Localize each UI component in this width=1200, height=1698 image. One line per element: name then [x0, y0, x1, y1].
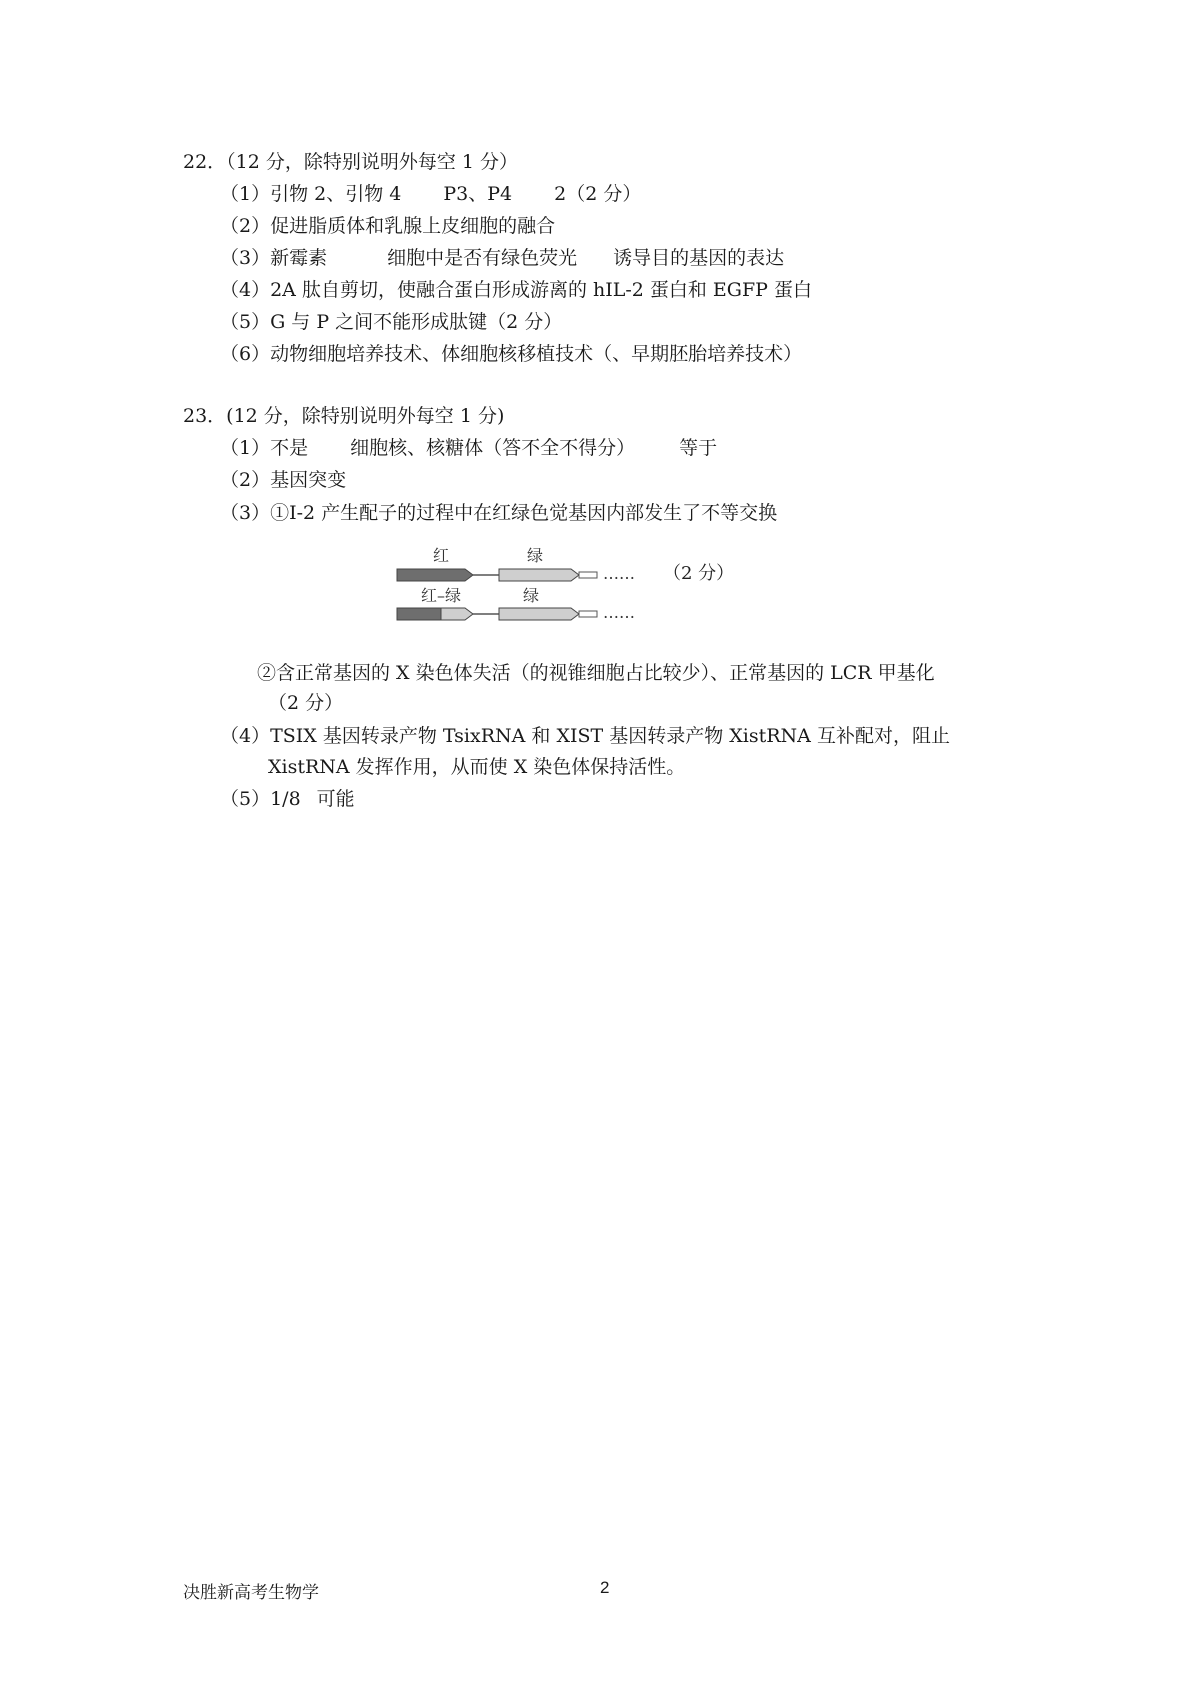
diagram-label-red: 红 — [433, 546, 450, 565]
answer-part: 2（2 分） — [554, 183, 642, 205]
q22-answer-2 — [220, 213, 555, 239]
red-gene-arrow — [397, 569, 473, 581]
answer-number: （5） — [220, 788, 271, 810]
answer-number: （1） — [220, 183, 271, 205]
diagram-label-green-2: 绿 — [523, 586, 540, 605]
q23-answer-4 — [220, 723, 950, 749]
answer-number: （6） — [220, 343, 271, 365]
page-number: 2 — [600, 1578, 610, 1597]
answer-text: 动物细胞培养技术、体细胞核移植技术（、早期胚胎培养技术） — [270, 343, 803, 365]
diagram-label-red-green: 红–绿 — [421, 586, 462, 605]
answer-part: 等于 — [679, 437, 718, 459]
answer-part: 细胞中是否有绿色荧光 — [387, 247, 578, 269]
answer-text: （2 分） — [268, 692, 344, 714]
answer-text: XistRNA 发挥作用，从而使 X 染色体保持活性。 — [268, 756, 686, 778]
answer-part: P3、P4 — [443, 183, 513, 205]
hybrid-gene-red-part — [397, 608, 441, 620]
answer-number: （1） — [220, 437, 271, 459]
q23-answer-1 — [220, 435, 717, 461]
answer-part: 1/8 — [270, 788, 301, 810]
hybrid-gene-green-part — [441, 608, 473, 620]
q22-header-text: 22．（12 分，除特别说明外每空 1 分） — [183, 151, 519, 173]
answer-number: （5） — [220, 311, 271, 333]
answer-part: 新霉素 — [270, 247, 328, 269]
answer-part: 细胞核、核糖体（答不全不得分） — [350, 437, 636, 459]
chromosome-tail — [579, 611, 597, 617]
answer-text: TSIX 基因转录产物 TsixRNA 和 XIST 基因转录产物 XistRNA 互补配对，阻止 — [270, 725, 950, 747]
diagram-dots-2: …… — [603, 603, 635, 622]
q22-answer-1 — [220, 181, 641, 207]
q23-answer-2 — [220, 467, 346, 493]
answer-number: （4） — [220, 279, 271, 301]
answer-text: 2A 肽自剪切，使融合蛋白形成游离的 hIL-2 蛋白和 EGFP 蛋白 — [270, 279, 812, 301]
q23-answer-4-cont — [268, 754, 685, 780]
q23-header-text: 23．(12 分，除特别说明外每空 1 分) — [183, 405, 505, 427]
answer-text: ②含正常基因的 X 染色体失活（的视锥细胞占比较少）、正常基因的 LCR 甲基化 — [257, 662, 935, 684]
q22-header — [183, 149, 518, 175]
answer-text: 基因突变 — [270, 469, 347, 491]
q23-answer-5 — [220, 786, 355, 812]
q22-answer-6 — [220, 341, 802, 367]
q22-answer-5 — [220, 309, 562, 335]
q22-answer-3 — [220, 245, 784, 271]
answer-text: G 与 P 之间不能形成肽键（2 分） — [270, 311, 563, 333]
q23-answer-3-score — [268, 690, 343, 716]
answer-number: （3） — [220, 502, 271, 524]
green-gene-arrow-2 — [499, 608, 579, 620]
footer-title: 决胜新高考生物学 — [183, 1583, 319, 1603]
gene-crossover-diagram — [395, 545, 755, 635]
answer-number: （3） — [220, 247, 271, 269]
answer-number: （2） — [220, 469, 271, 491]
answer-part: 诱导目的基因的表达 — [613, 247, 785, 269]
answer-number: （4） — [220, 725, 271, 747]
diagram-dots: …… — [603, 564, 635, 583]
diagram-label-green: 绿 — [527, 546, 544, 565]
answer-number: （2） — [220, 215, 271, 237]
q23-answer-3 — [220, 500, 777, 526]
q23-header — [183, 403, 504, 429]
answer-text: 促进脂质体和乳腺上皮细胞的融合 — [270, 215, 556, 237]
answer-part: 引物 2、引物 4 — [270, 183, 402, 205]
green-gene-arrow — [499, 569, 579, 581]
q23-answer-3-part2 — [257, 660, 935, 686]
q22-answer-4 — [220, 277, 812, 303]
chromosome-tail — [579, 572, 597, 578]
answer-part: 可能 — [316, 788, 355, 810]
answer-part: 不是 — [270, 437, 309, 459]
diagram-score: （2 分） — [663, 563, 735, 584]
answer-text: ①I-2 产生配子的过程中在红绿色觉基因内部发生了不等交换 — [270, 502, 778, 524]
